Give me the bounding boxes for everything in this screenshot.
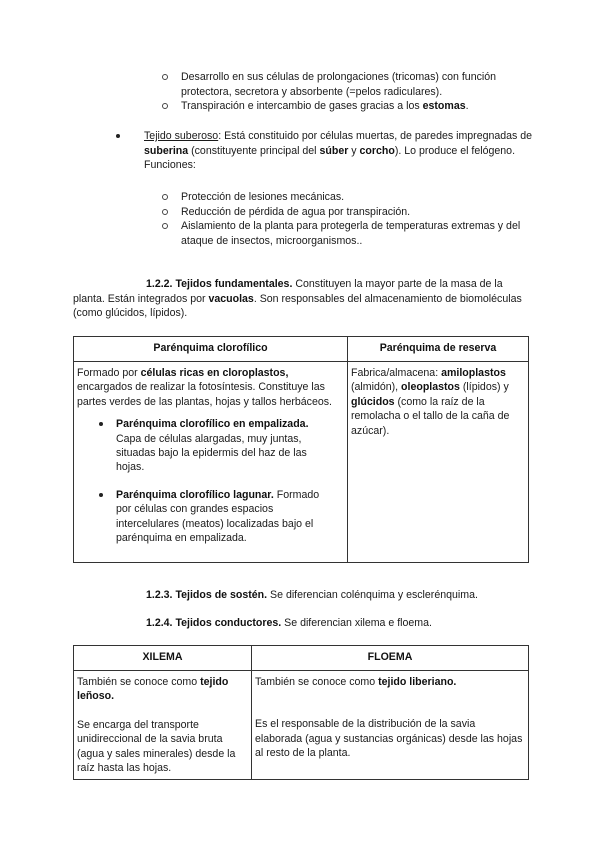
list-item: Parénquima clorofílico en empalizada. Capa de células alargadas, muy juntas, situadas bajo la epidermis del haz de las hojas. [116,417,336,475]
section-1-2-2: 1.2.2. Tejidos fundamentales. Constituyen la mayor parte de la masa de la planta. Están integrados por vacuolas. Son responsables del almacenamiento de biomoléculas (como glúcidos, lípidos). [73,278,522,320]
section-1-2-3: 1.2.3. Tejidos de sostén. Se diferencian colénquima y esclerénquima. [146,589,478,601]
section-heading: 1.2.4. Tejidos conductores. [146,617,282,629]
section-1-2-4: 1.2.4. Tejidos conductores. Se diferencian xilema e floema. [146,617,432,629]
term-tejido-suberoso: Tejido suberoso [144,130,219,142]
term-suber: súber [319,144,349,157]
section-heading: 1.2.2. Tejidos fundamentales. [146,278,293,290]
column-header: Parénquima clorofílico [74,337,348,362]
bullet-tejido-suberoso: Tejido suberoso: Está constituido por células muertas, de paredes impregnadas de suberina (constituyente principal del súber y corcho). Lo produce el felógeno. Funciones: [115,129,559,173]
cell-parenquima-clorofilico: Formado por células ricas en cloroplastos, encargados de realizar la fotosíntesis. Constituye las partes verdes de las plantas, hojas y tallos herbáceos. Parénquima clorofílico en empalizada. Capa de células alargadas, muy juntas, situadas bajo la epidermis del haz de las hojas. Parénquima clorofílico lagunar. Formado por células con grandes espacios intercelulares (meatos) localizadas bajo el parénquima en empalizada. [74,362,348,563]
list-item: Aislamiento de la planta para protegerla de temperaturas extremas y del ataque de insectos, microorganismos.. [162,219,532,248]
suberoso-functions-list [162,190,532,248]
table-parenquima [73,336,529,563]
term-suberina: suberina [144,144,189,157]
term-estomas: estomas [422,100,466,113]
list-item: Transpiración e intercambio de gases gracias a los estomas. [162,99,532,114]
cell-floema: También se conoce como tejido liberiano. Es el responsable de la distribución de la savia elaborada (agua y sustancias orgánicas) desde las hojas al resto de la planta. [252,671,529,780]
epidermis-functions-list [162,70,532,114]
column-header: Parénquima de reserva [348,337,529,362]
list-item: Protección de lesiones mecánicas. [162,190,532,205]
list-item: Reducción de pérdida de agua por transpiración. [162,205,532,220]
section-heading: 1.2.3. Tejidos de sostén. [146,589,268,601]
cell-parenquima-reserva: Fabrica/almacena: amiloplastos (almidón), oleoplastos (lípidos) y glúcidos (como la raíz de la remolacha o el tallo de la caña de azúcar). [348,362,529,563]
list-item: Desarrollo en sus células de prolongaciones (tricomas) con función protectora, secretora y absorbente (=pelos radiculares). [162,70,532,99]
list-item: Parénquima clorofílico lagunar. Formado por células con grandes espacios intercelulares (meatos) localizadas bajo el parénquima en empalizada. [116,488,336,546]
column-header-floema: FLOEMA [252,646,529,671]
column-header-xilema: XILEMA [74,646,252,671]
table-tejidos-conductores [73,645,529,780]
parenquima-types-list [77,417,344,545]
term-corcho: corcho [359,144,395,157]
cell-xilema: También se conoce como tejido leñoso. Se encarga del transporte unidireccional de la savia bruta (agua y sales minerales) desde la raíz hasta las hojas. [74,671,252,780]
term-vacuolas: vacuolas [208,292,254,305]
